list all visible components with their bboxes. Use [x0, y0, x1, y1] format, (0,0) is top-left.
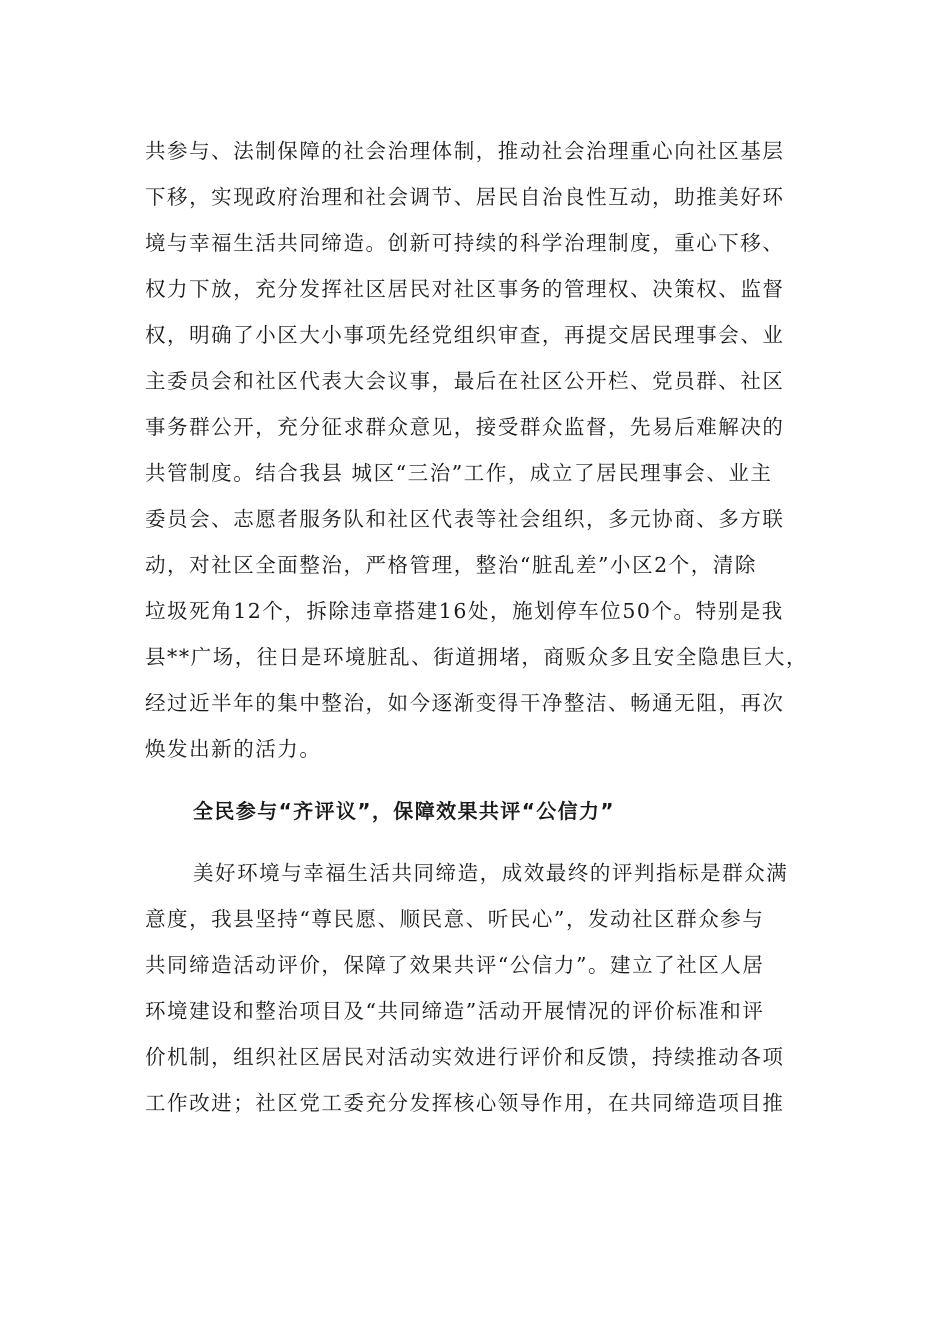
body-text-line: 事务群公开，充分征求群众意见，接受群众监督，先易后难解决的 — [145, 415, 785, 439]
body-text-line: 工作改进；社区党工委充分发挥核心领导作用，在共同缔造项目推 — [145, 1091, 785, 1115]
body-text-line: 主委员会和社区代表大会议事，最后在社区公开栏、党员群、社区 — [145, 369, 785, 393]
section-heading: 全民参与“齐评议”，保障效果共评“公信力” — [193, 799, 615, 823]
body-text-line: 美好环境与幸福生活共同缔造，成效最终的评判指标是群众满 — [193, 861, 789, 885]
body-text-line: 县**广场，往日是环境脏乱、街道拥堵，商贩众多且安全隐患巨大， — [145, 645, 809, 669]
body-text-line: 动，对社区全面整治，严格管理，整治“脏乱差”小区2个，清除 — [145, 553, 757, 577]
body-text-line: 价机制，组织社区居民对活动实效进行评价和反馈，持续推动各项 — [145, 1045, 785, 1069]
body-text-line: 共管制度。结合我县 城区“三治”工作，成立了居民理事会、业主 — [145, 461, 773, 485]
body-text-line: 共参与、法制保障的社会治理体制，推动社会治理重心向社区基层 — [145, 139, 785, 163]
body-text-line: 权力下放，充分发挥社区居民对社区事务的管理权、决策权、监督 — [145, 277, 785, 301]
body-text-line: 经过近半年的集中整治，如今逐渐变得干净整洁、畅通无阻，再次 — [145, 691, 785, 715]
body-text-line: 境与幸福生活共同缔造。创新可持续的科学治理制度，重心下移、 — [145, 231, 785, 255]
body-text-line: 意度，我县坚持“尊民愿、顺民意、听民心”，发动社区群众参与 — [145, 907, 765, 931]
body-text-line: 垃圾死角12个，拆除违章搭建16处，施划停车位50个。特别是我 — [145, 599, 784, 623]
body-text-line: 环境建设和整治项目及“共同缔造”活动开展情况的评价标准和评 — [145, 999, 765, 1023]
body-text-line: 权，明确了小区大小事项先经党组织审查，再提交居民理事会、业 — [145, 323, 785, 347]
body-text-line: 共同缔造活动评价，保障了效果共评“公信力”。建立了社区人居 — [145, 953, 765, 977]
body-text-line: 委员会、志愿者服务队和社区代表等社会组织，多元协商、多方联 — [145, 507, 785, 531]
body-text-line: 下移，实现政府治理和社会调节、居民自治良性互动，助推美好环 — [145, 185, 785, 209]
body-text-line: 焕发出新的活力。 — [145, 737, 322, 761]
